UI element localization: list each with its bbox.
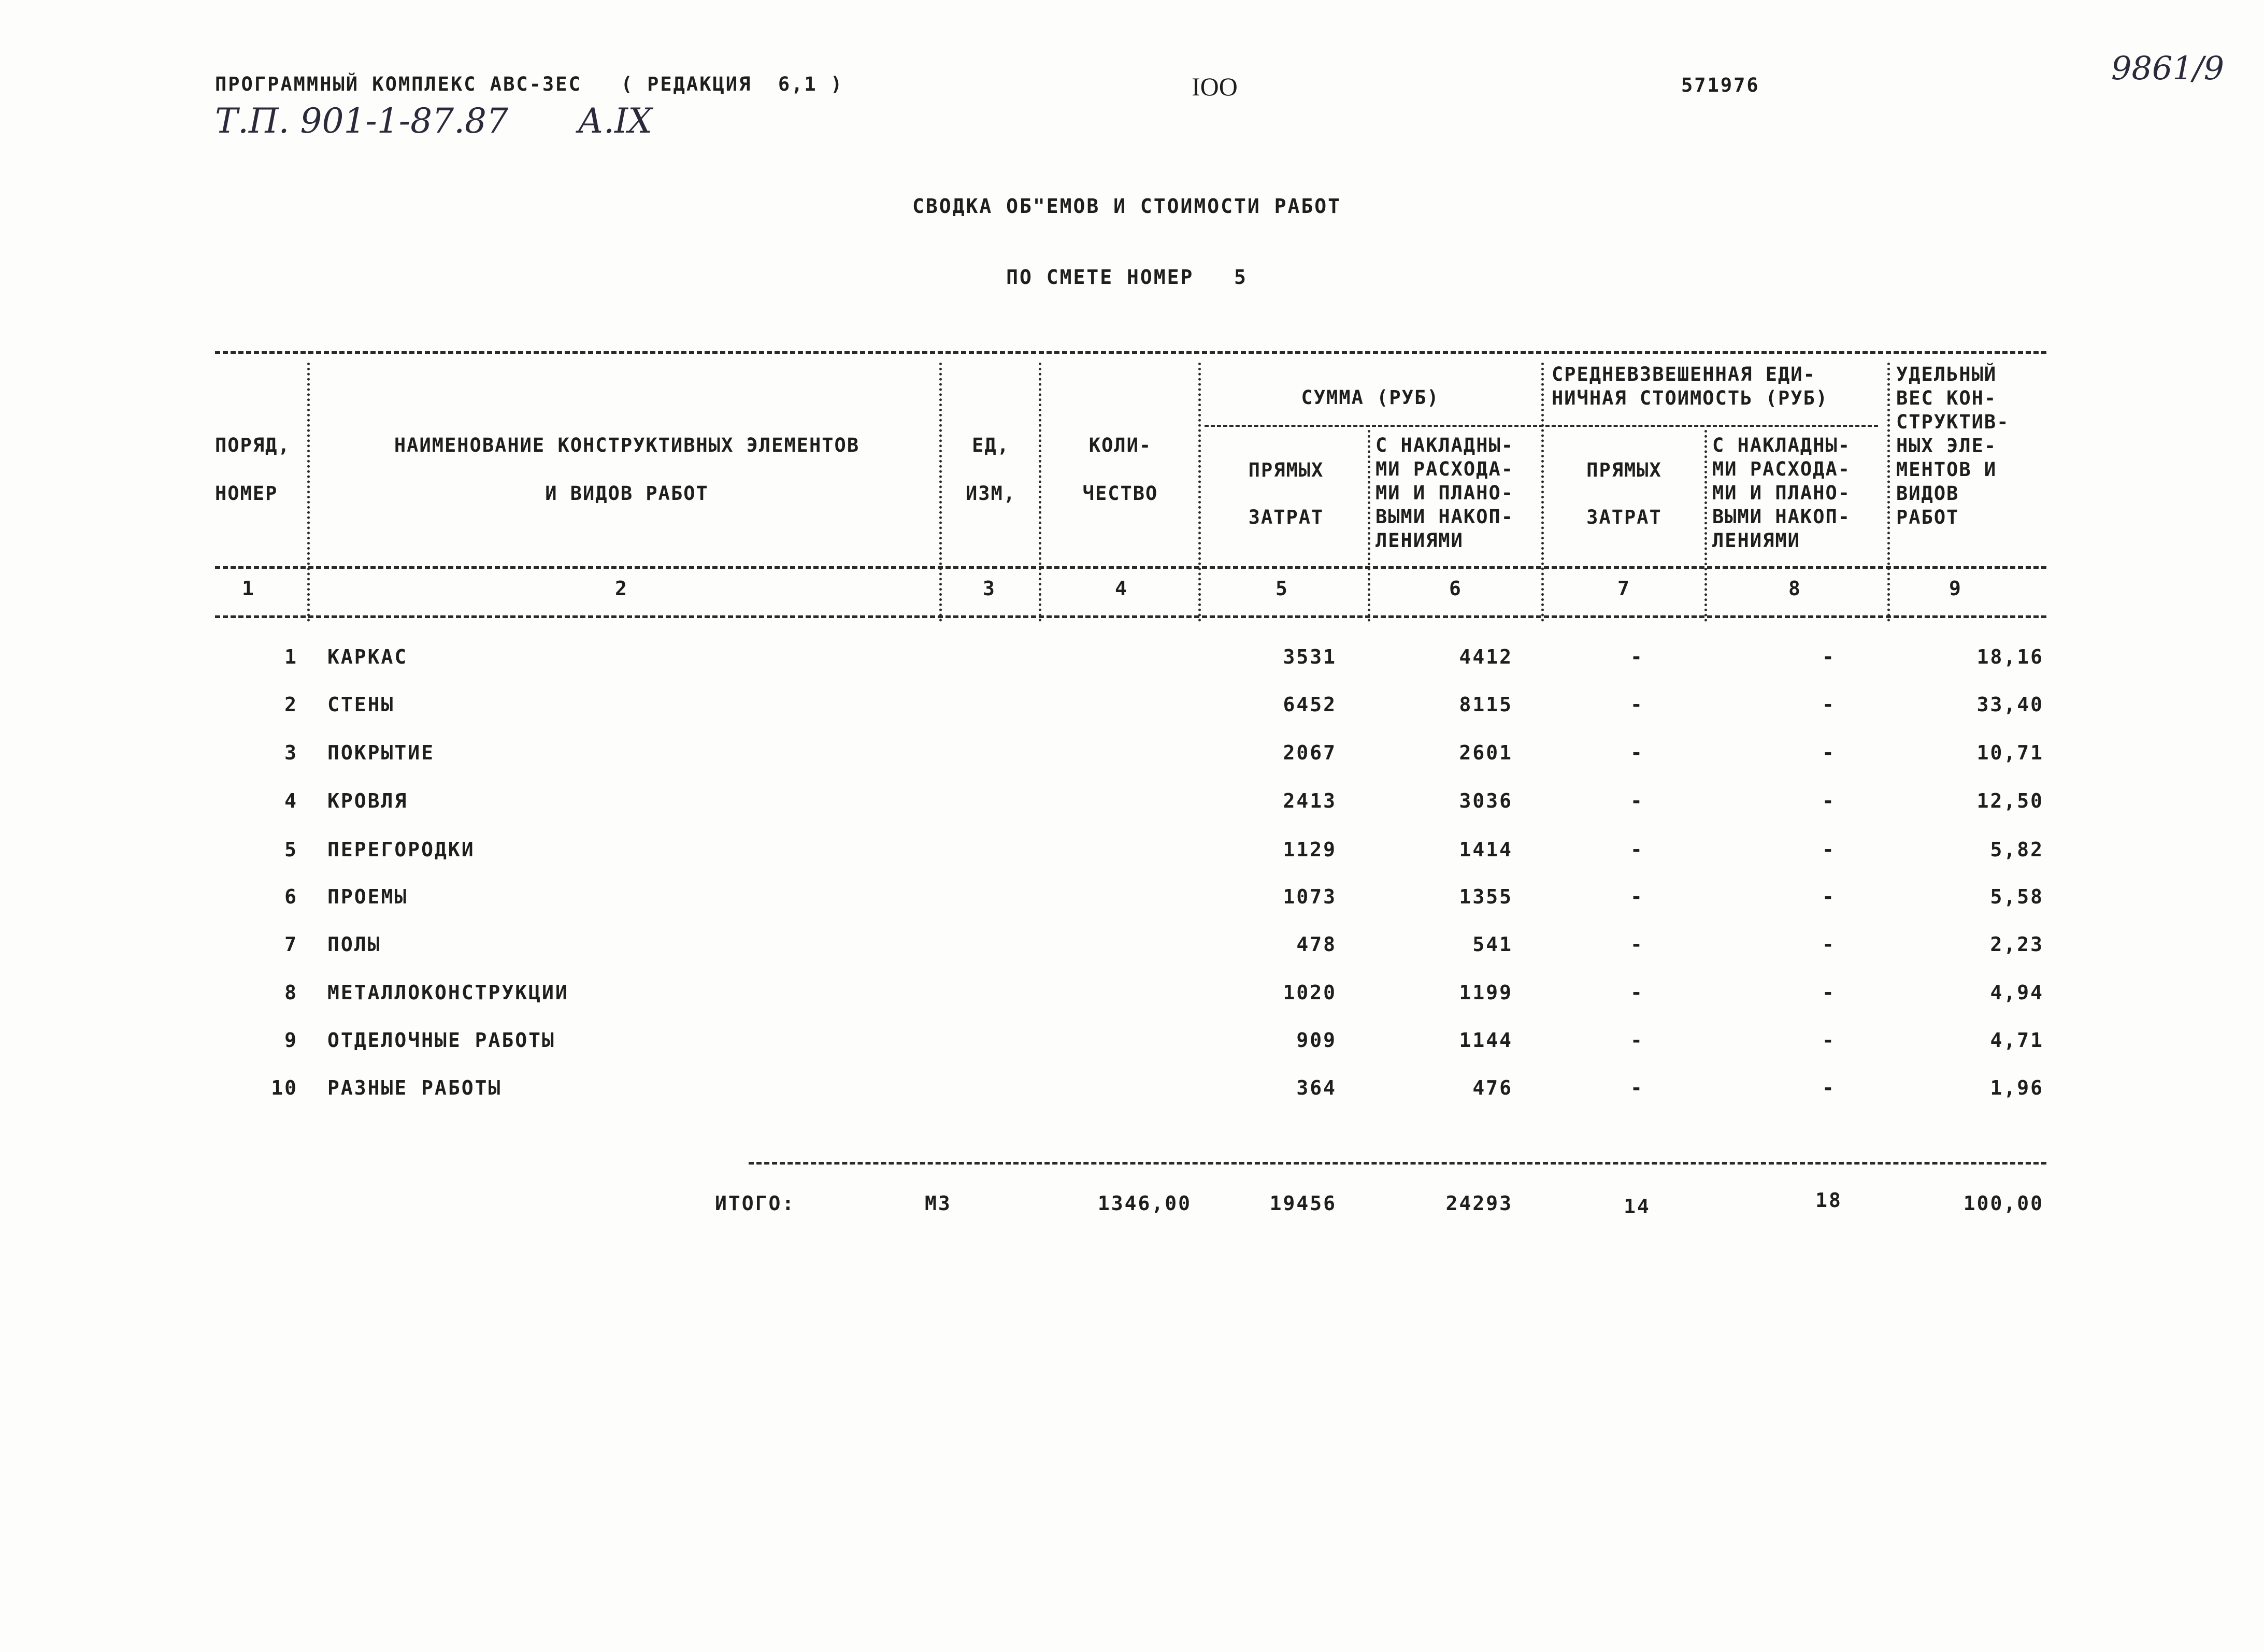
- total-share: 100,00: [1963, 1192, 2044, 1215]
- row-number: 1: [284, 645, 298, 668]
- header-average-overhead-line3: МИ И ПЛАНО-: [1712, 482, 1851, 504]
- header-sum-overhead-line1: С НАКЛАДНЫ-: [1375, 434, 1514, 456]
- total-average-overhead: 18: [1815, 1189, 1842, 1212]
- row-element-name: КАРКАС: [327, 645, 408, 668]
- row-element-name: ПОКРЫТИЕ: [327, 741, 435, 764]
- row-direct-cost: 3531: [1283, 645, 1337, 668]
- row-number: 4: [284, 789, 298, 812]
- table-top-rule: [215, 351, 2046, 354]
- row-average-overhead: -: [1822, 1076, 1836, 1099]
- header-share-line6: ВИДОВ: [1896, 482, 1959, 505]
- row-average-direct: -: [1630, 789, 1644, 812]
- total-unit: М3: [925, 1192, 952, 1215]
- header-element-name-line1: НАИМЕНОВАНИЕ КОНСТРУКТИВНЫХ ЭЛЕМЕНТОВ: [394, 434, 860, 456]
- column-separator: [1704, 430, 1707, 622]
- header-average-overhead-line5: ЛЕНИЯМИ: [1712, 529, 1800, 552]
- row-overhead-cost: 476: [1472, 1076, 1513, 1099]
- row-number: 5: [284, 838, 298, 861]
- row-number: 2: [284, 693, 298, 716]
- header-quantity-line2: ЧЕСТВО: [1082, 482, 1158, 505]
- row-average-overhead: -: [1822, 885, 1836, 908]
- column-number: 1: [242, 577, 255, 600]
- row-average-overhead: -: [1822, 838, 1836, 861]
- row-share: 4,94: [1990, 981, 2044, 1004]
- handwritten-album-ref: А.IX: [578, 101, 653, 141]
- row-direct-cost: 2413: [1283, 789, 1337, 812]
- row-average-overhead: -: [1822, 741, 1836, 764]
- header-share-line3: СТРУКТИВ-: [1896, 411, 2010, 433]
- row-average-direct: -: [1630, 933, 1644, 956]
- page-number: IOO: [1192, 72, 1238, 101]
- row-average-direct: -: [1630, 1029, 1644, 1052]
- row-average-direct: -: [1630, 885, 1644, 908]
- header-share-line7: РАБОТ: [1896, 506, 1959, 528]
- column-number: 5: [1276, 577, 1289, 600]
- row-direct-cost: 1020: [1283, 981, 1337, 1004]
- row-overhead-cost: 541: [1472, 933, 1513, 956]
- header-unit-line2: ИЗМ,: [965, 482, 1016, 505]
- estimate-number: ПО СМЕТЕ НОМЕР 5: [1006, 266, 1248, 289]
- header-average-direct-line1: ПРЯМЫХ: [1586, 459, 1662, 481]
- header-quantity-line1: КОЛИ-: [1088, 434, 1152, 456]
- column-number: 2: [615, 577, 628, 600]
- column-separator: [939, 363, 942, 622]
- row-average-overhead: -: [1822, 789, 1836, 812]
- header-order-number-line1: ПОРЯД,: [215, 434, 291, 456]
- header-sum-direct-line1: ПРЯМЫХ: [1248, 459, 1324, 481]
- total-label: ИТОГО:: [715, 1192, 796, 1215]
- row-direct-cost: 909: [1296, 1029, 1337, 1052]
- column-number: 4: [1115, 577, 1128, 600]
- row-direct-cost: 2067: [1283, 741, 1337, 764]
- column-number: 6: [1449, 577, 1463, 600]
- column-number-rule: [215, 615, 2046, 618]
- row-number: 10: [271, 1076, 298, 1099]
- column-separator: [1541, 363, 1544, 622]
- row-direct-cost: 364: [1296, 1076, 1337, 1099]
- row-overhead-cost: 1199: [1459, 981, 1513, 1004]
- row-average-direct: -: [1630, 838, 1644, 861]
- row-direct-cost: 1073: [1283, 885, 1337, 908]
- column-number: 8: [1788, 577, 1802, 600]
- row-direct-cost: 6452: [1283, 693, 1337, 716]
- column-separator: [307, 363, 310, 622]
- row-share: 12,50: [1976, 789, 2044, 812]
- document-title: СВОДКА ОБ"ЕМОВ И СТОИМОСТИ РАБОТ: [912, 195, 1342, 218]
- row-average-overhead: -: [1822, 933, 1836, 956]
- row-number: 8: [284, 981, 298, 1004]
- row-share: 2,23: [1990, 933, 2044, 956]
- row-element-name: МЕТАЛЛОКОНСТРУКЦИИ: [327, 981, 569, 1004]
- row-share: 1,96: [1990, 1076, 2044, 1099]
- header-sum-overhead-line5: ЛЕНИЯМИ: [1375, 529, 1464, 552]
- handwritten-project-ref: Т.П. 901-1-87.87: [215, 101, 509, 141]
- row-average-direct: -: [1630, 645, 1644, 668]
- header-share-line5: МЕНТОВ И: [1896, 458, 1997, 481]
- column-separator: [1198, 363, 1201, 622]
- row-share: 10,71: [1976, 741, 2044, 764]
- program-header: ПРОГРАММНЫЙ КОМПЛЕКС АВС-3ЕС ( РЕДАКЦИЯ 6,1 ): [215, 73, 844, 95]
- row-average-overhead: -: [1822, 1029, 1836, 1052]
- column-number: 7: [1617, 577, 1631, 600]
- column-separator: [1039, 363, 1041, 622]
- header-average-overhead-line2: МИ РАСХОДА-: [1712, 458, 1851, 480]
- row-average-direct: -: [1630, 1076, 1644, 1099]
- corner-handwritten-note: 9861/9: [2111, 49, 2225, 87]
- row-average-direct: -: [1630, 981, 1644, 1004]
- header-share-line2: ВЕС КОН-: [1896, 387, 1997, 409]
- total-average-direct: 14: [1624, 1195, 1651, 1218]
- row-share: 18,16: [1976, 645, 2044, 668]
- row-average-direct: -: [1630, 741, 1644, 764]
- row-element-name: КРОВЛЯ: [327, 789, 408, 812]
- row-element-name: ПОЛЫ: [327, 933, 381, 956]
- column-number: 9: [1949, 577, 1962, 600]
- row-overhead-cost: 3036: [1459, 789, 1513, 812]
- row-number: 7: [284, 933, 298, 956]
- row-overhead-cost: 1414: [1459, 838, 1513, 861]
- total-rule: [749, 1162, 2046, 1165]
- row-element-name: ПРОЕМЫ: [327, 885, 408, 908]
- row-average-direct: -: [1630, 693, 1644, 716]
- document-code: 571976: [1681, 74, 1760, 96]
- row-element-name: ПЕРЕГОРОДКИ: [327, 838, 475, 861]
- header-sum-overhead-line2: МИ РАСХОДА-: [1375, 458, 1514, 480]
- row-share: 5,58: [1990, 885, 2044, 908]
- header-unit-line1: ЕД,: [972, 434, 1010, 456]
- header-share-line1: УДЕЛЬНЫЙ: [1896, 363, 1997, 385]
- row-overhead-cost: 4412: [1459, 645, 1513, 668]
- header-order-number-line2: НОМЕР: [215, 482, 278, 505]
- column-number: 3: [983, 577, 996, 600]
- row-number: 6: [284, 885, 298, 908]
- row-overhead-cost: 1144: [1459, 1029, 1513, 1052]
- header-sum-direct-line2: ЗАТРАТ: [1248, 506, 1324, 528]
- header-average-group-line1: СРЕДНЕВЗВЕШЕННАЯ ЕДИ-: [1552, 363, 1816, 385]
- header-average-overhead-line1: С НАКЛАДНЫ-: [1712, 434, 1851, 456]
- header-sum-group: СУММА (РУБ): [1301, 386, 1440, 409]
- row-direct-cost: 1129: [1283, 838, 1337, 861]
- header-average-group-line2: НИЧНАЯ СТОИМОСТЬ (РУБ): [1552, 387, 1829, 409]
- row-average-overhead: -: [1822, 645, 1836, 668]
- column-separator: [1368, 430, 1370, 622]
- header-sum-overhead-line4: ВЫМИ НАКОП-: [1375, 506, 1514, 528]
- row-number: 3: [284, 741, 298, 764]
- header-sum-overhead-line3: МИ И ПЛАНО-: [1375, 482, 1514, 504]
- total-quantity: 1346,00: [1097, 1192, 1192, 1215]
- row-element-name: ОТДЕЛОЧНЫЕ РАБОТЫ: [327, 1029, 555, 1052]
- total-direct-cost: 19456: [1269, 1192, 1337, 1215]
- row-overhead-cost: 8115: [1459, 693, 1513, 716]
- row-element-name: СТЕНЫ: [327, 693, 395, 716]
- row-share: 33,40: [1976, 693, 2044, 716]
- row-share: 4,71: [1990, 1029, 2044, 1052]
- header-average-overhead-line4: ВЫМИ НАКОП-: [1712, 506, 1851, 528]
- row-number: 9: [284, 1029, 298, 1052]
- total-overhead-cost: 24293: [1445, 1192, 1513, 1215]
- row-average-overhead: -: [1822, 693, 1836, 716]
- row-overhead-cost: 2601: [1459, 741, 1513, 764]
- row-direct-cost: 478: [1296, 933, 1337, 956]
- row-share: 5,82: [1990, 838, 2044, 861]
- header-bottom-rule: [215, 566, 2046, 569]
- row-element-name: РАЗНЫЕ РАБОТЫ: [327, 1076, 502, 1099]
- column-separator: [1887, 363, 1890, 622]
- header-average-direct-line2: ЗАТРАТ: [1586, 506, 1662, 528]
- row-average-overhead: -: [1822, 981, 1836, 1004]
- row-overhead-cost: 1355: [1459, 885, 1513, 908]
- header-share-line4: НЫХ ЭЛЕ-: [1896, 435, 1997, 457]
- header-element-name-line2: И ВИДОВ РАБОТ: [545, 482, 709, 505]
